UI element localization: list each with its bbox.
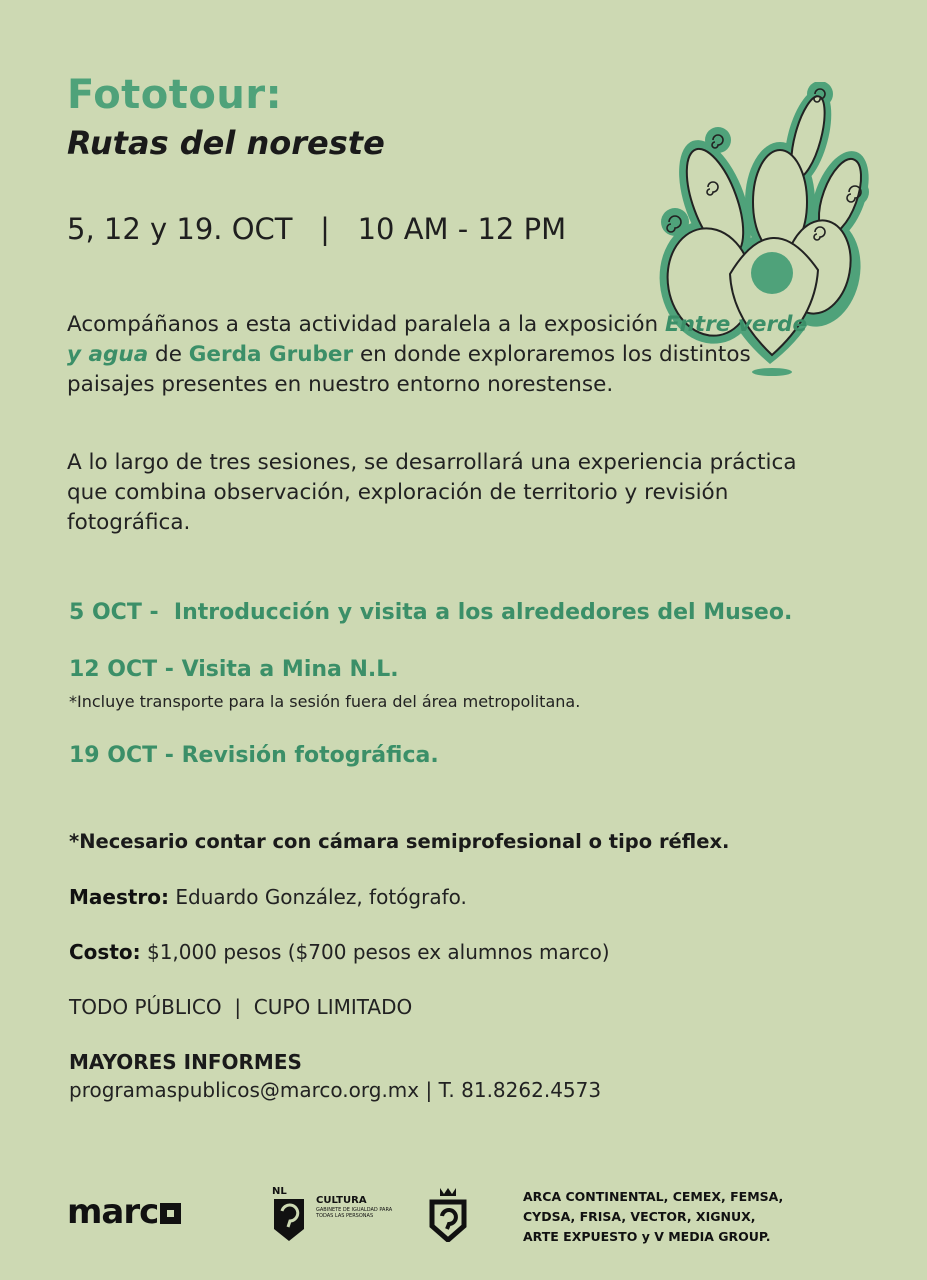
teacher-label: Maestro: — [69, 885, 170, 909]
sponsors-line: ARCA CONTINENTAL, CEMEX, FEMSA, — [523, 1189, 784, 1204]
intro-text-a: Acompáñanos a esta actividad paralela a la exposición — [67, 312, 665, 337]
audience-info: TODO PÚBLICO | CUPO LIMITADO — [69, 995, 413, 1019]
more-info-heading: MAYORES INFORMES — [69, 1050, 302, 1074]
intro-text-c: en donde exploraremos los distintos paisajes presentes en nuestro entorno norestense. — [67, 342, 751, 397]
sponsors-line: ARTE EXPUESTO y V MEDIA GROUP. — [523, 1229, 771, 1244]
marco-logo-square — [160, 1203, 181, 1224]
cultura-small-text: GABINETE DE IGUALDAD PARA TODAS LAS PERSONAS — [316, 1207, 393, 1219]
artist-name: Gerda Gruber — [188, 342, 354, 367]
cost-info — [69, 940, 610, 964]
sponsors-list — [523, 1187, 843, 1247]
nl-cultura-logo — [270, 1185, 400, 1245]
intro-paragraph-2: A lo largo de tres sesiones, se desarrollará una experiencia práctica que combina observación, exploración de territorio y revisión fotográfica. — [67, 450, 797, 535]
nl-mark-text: NL — [272, 1186, 287, 1197]
page-title: Fototour: — [67, 72, 283, 118]
marco-logo — [67, 1192, 181, 1232]
camera-requirement: *Necesario contar con cámara semiprofesional o tipo réflex. — [69, 830, 730, 853]
marco-logo-text: marc — [67, 1192, 159, 1232]
cost-value: $1,000 pesos ($700 pesos ex alumnos marco) — [140, 940, 610, 964]
crest-logo — [426, 1186, 470, 1242]
intro-paragraph — [67, 310, 827, 400]
schedule-item: 12 OCT - Visita a Mina N.L. — [69, 657, 399, 682]
cost-label: Costo: — [69, 940, 141, 964]
sponsors-line: CYDSA, FRISA, VECTOR, XIGNUX, — [523, 1209, 756, 1224]
schedule-item: 19 OCT - Revisión fotográfica. — [69, 743, 439, 768]
exhibition-name: Entre verde y agua — [67, 312, 808, 367]
teacher-info — [69, 885, 467, 909]
page-subtitle: Rutas del noreste — [67, 124, 385, 162]
intro-text-b: de — [148, 342, 189, 367]
cultura-text: CULTURA — [316, 1195, 367, 1206]
contact-info[interactable]: programaspublicos@marco.org.mx | T. 81.8262.4573 — [69, 1078, 602, 1102]
schedule-note: *Incluye transporte para la sesión fuera del área metropolitana. — [69, 692, 581, 711]
schedule-item: 5 OCT - Introducción y visita a los alrededores del Museo. — [69, 600, 793, 625]
nl-shield-icon — [270, 1185, 310, 1243]
teacher-value: Eduardo González, fotógrafo. — [169, 885, 467, 909]
event-dates-times: 5, 12 y 19. OCT | 10 AM - 12 PM — [67, 212, 567, 246]
